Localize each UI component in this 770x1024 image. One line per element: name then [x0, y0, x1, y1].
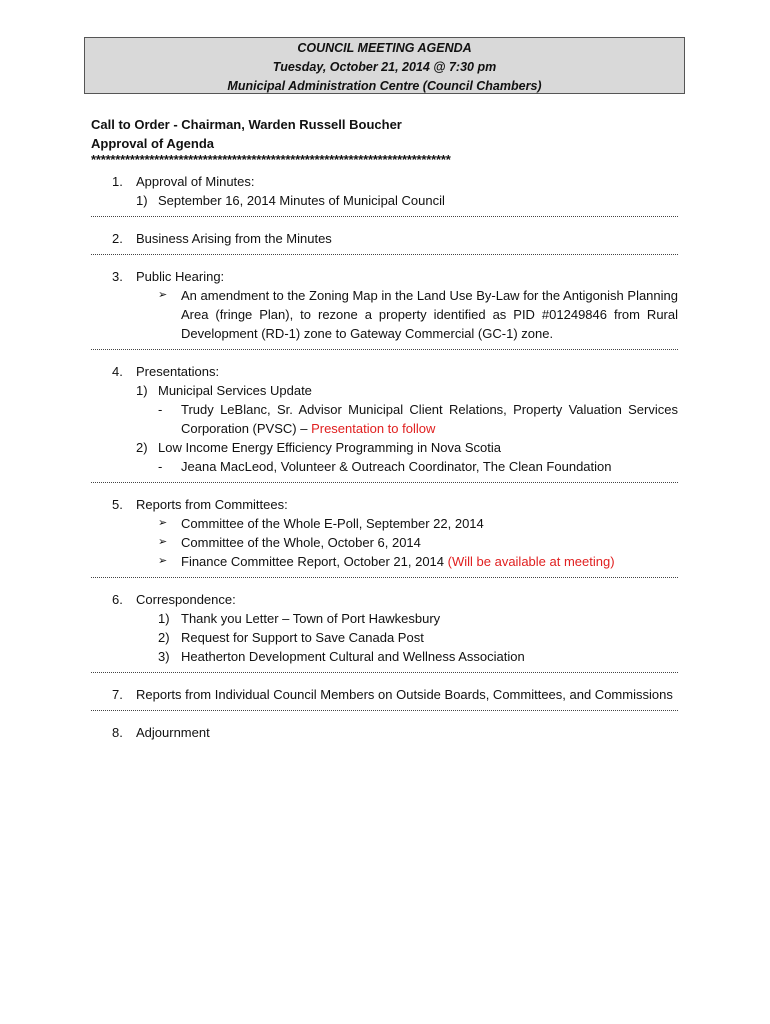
dash-item: [91, 400, 678, 438]
agenda-item-7: [91, 685, 678, 704]
sub-item: [91, 191, 678, 210]
item-number: 7.: [112, 687, 123, 702]
bullet-item: [91, 514, 678, 533]
dash-item: [91, 457, 678, 476]
dotted-divider: [91, 571, 678, 590]
sub-item: [91, 381, 678, 400]
meeting-date: Tuesday, October 21, 2014 @ 7:30 pm: [272, 60, 497, 74]
arrow-bullet-icon: ➢: [158, 289, 168, 301]
bullet-item: [91, 533, 678, 552]
agenda-item-1: [91, 172, 678, 191]
agenda-title: COUNCIL MEETING AGENDA: [297, 41, 472, 55]
bullet-item: [91, 552, 678, 571]
item-label: Presentations:: [136, 364, 220, 379]
dash-bullet: -: [158, 459, 163, 474]
meeting-location: Municipal Administration Centre (Council Chambers): [227, 79, 542, 93]
sub-item-number: 1): [158, 611, 170, 626]
dotted-divider: [91, 248, 678, 267]
star-divider: **************************************************************************: [91, 153, 451, 167]
item-label: Adjournment: [136, 725, 210, 740]
correspondence-item: [91, 609, 678, 628]
agenda-body: [91, 115, 678, 742]
sub-item-number: 2): [136, 440, 148, 455]
sub-item-number: 1): [136, 383, 148, 398]
approval-of-agenda: Approval of Agenda: [91, 136, 215, 151]
dash-text: Jeana MacLeod, Volunteer & Outreach Coordinator, The Clean Foundation: [181, 459, 612, 474]
sub-item-text: Low Income Energy Efficiency Programming in Nova Scotia: [158, 440, 501, 455]
dash-text: Trudy LeBlanc, Sr. Advisor Municipal Client Relations, Property Valuation Services Corporation (PVSC) –: [181, 402, 678, 436]
sub-item-text: Request for Support to Save Canada Post: [181, 630, 424, 645]
arrow-bullet-icon: ➢: [158, 517, 168, 529]
bullet-text: An amendment to the Zoning Map in the Land Use By-Law for the Antigonish Planning Area (fringe Plan), to rezone a property identified as PID #01249846 from Rural Development (RD-1) zone to Gateway Commercial (GC-1) zone.: [181, 288, 678, 341]
dotted-divider: [91, 704, 678, 723]
call-to-order: Call to Order - Chairman, Warden Russell Boucher: [91, 117, 402, 132]
sub-item-number: 2): [158, 630, 170, 645]
item-label: Reports from Committees:: [136, 497, 288, 512]
item-label: Business Arising from the Minutes: [136, 231, 332, 246]
item-label: Public Hearing:: [136, 269, 225, 284]
agenda-item-5: [91, 495, 678, 514]
item-number: 1.: [112, 174, 123, 189]
correspondence-item: [91, 628, 678, 647]
item-number: 5.: [112, 497, 123, 512]
item-number: 3.: [112, 269, 123, 284]
item-number: 8.: [112, 725, 123, 740]
dotted-divider: [91, 210, 678, 229]
item-label: Reports from Individual Council Members on Outside Boards, Committees, and Commissions: [136, 687, 673, 702]
agenda-item-4: [91, 362, 678, 381]
item-number: 2.: [112, 231, 123, 246]
sub-item: [91, 438, 678, 457]
sub-item-text: Thank you Letter – Town of Port Hawkesbury: [181, 611, 441, 626]
arrow-bullet-icon: ➢: [158, 555, 168, 567]
sub-item-text: Heatherton Development Cultural and Wellness Association: [181, 649, 525, 664]
sub-item-text: September 16, 2014 Minutes of Municipal Council: [158, 193, 445, 208]
item-label: Correspondence:: [136, 592, 236, 607]
arrow-bullet-icon: ➢: [158, 536, 168, 548]
correspondence-item: [91, 647, 678, 666]
sub-item-number: 1): [136, 193, 148, 208]
sub-item-number: 3): [158, 649, 170, 664]
dash-bullet: -: [158, 402, 163, 417]
bullet-text: Committee of the Whole, October 6, 2014: [181, 535, 421, 550]
bullet-text: Committee of the Whole E-Poll, September 22, 2014: [181, 516, 484, 531]
item-number: 6.: [112, 592, 123, 607]
bullet-item: [91, 286, 678, 343]
bullet-text: Finance Committee Report, October 21, 2014: [181, 554, 448, 569]
sub-item-text: Municipal Services Update: [158, 383, 312, 398]
agenda-item-2: [91, 229, 678, 248]
agenda-header: [84, 37, 685, 94]
agenda-item-8: [91, 723, 678, 742]
dotted-divider: [91, 666, 678, 685]
agenda-item-6: [91, 590, 678, 609]
agenda-item-3: [91, 267, 678, 286]
availability-note: (Will be available at meeting): [447, 554, 615, 569]
item-number: 4.: [112, 364, 123, 379]
dotted-divider: [91, 343, 678, 362]
dotted-divider: [91, 476, 678, 495]
presentation-note: Presentation to follow: [311, 421, 436, 436]
item-label: Approval of Minutes:: [136, 174, 255, 189]
